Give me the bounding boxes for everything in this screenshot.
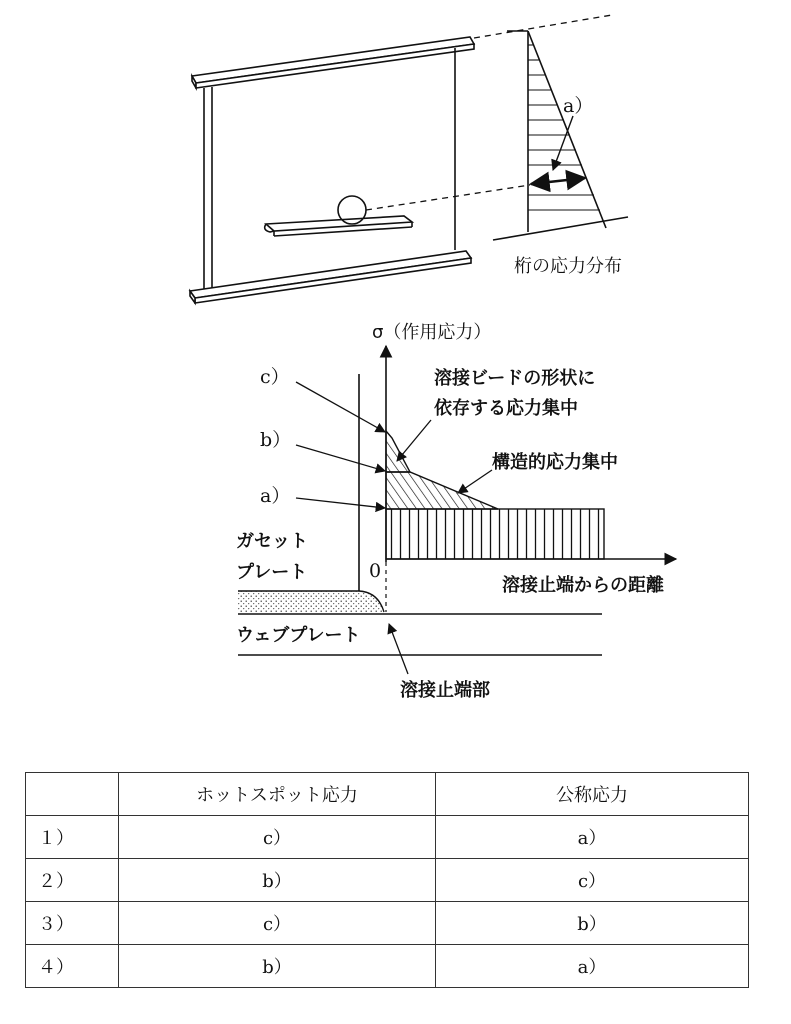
girder-drawing [190, 37, 474, 303]
header-nominal: 公称応力 [436, 773, 749, 816]
option-number: ３） [26, 902, 119, 945]
table-header-row [26, 773, 749, 816]
hotspot-cell: b） [119, 859, 436, 902]
table-row [26, 945, 749, 988]
header-hotspot: ホットスポット応力 [119, 773, 436, 816]
marker-b: b） [260, 429, 292, 451]
weld-bead [238, 591, 384, 612]
table-row [26, 816, 749, 859]
girder-caption: 桁の応力分布 [514, 256, 622, 277]
nominal-cell: b） [436, 902, 749, 945]
weld-toe-label: 溶接止端部 [400, 680, 490, 701]
bead-concentration-region [386, 431, 410, 472]
nominal-cell: a） [436, 816, 749, 859]
nominal-stress-region [386, 509, 604, 559]
gusset-label-2: プレート [236, 562, 308, 583]
top-flange [192, 37, 474, 83]
x-axis-label: 溶接止端からの距離 [502, 575, 664, 596]
origin-label: 0 [369, 560, 382, 582]
marker-c: c） [260, 366, 290, 388]
structural-stress-label: 構造的応力集中 [492, 452, 618, 473]
bead-stress-label-1: 溶接ビードの形状に [434, 368, 596, 389]
bottom-flange [190, 251, 471, 298]
table-row [26, 902, 749, 945]
answer-table [25, 772, 749, 988]
nominal-cell: a） [436, 945, 749, 988]
y-axis-label: σ（作用応力） [372, 322, 492, 343]
table-row [26, 859, 749, 902]
hotspot-cell: c） [119, 816, 436, 859]
marker-a: a） [260, 485, 291, 507]
header-blank [26, 773, 119, 816]
gusset-label-1: ガセット [236, 531, 308, 552]
hotspot-cell: c） [119, 902, 436, 945]
nominal-cell: c） [436, 859, 749, 902]
stress-double-arrow [531, 178, 585, 184]
stress-distribution [493, 31, 628, 240]
bead-stress-label-2: 依存する応力集中 [434, 398, 578, 419]
web-plate-label: ウェブプレート [236, 625, 361, 646]
option-number: ２） [26, 859, 119, 902]
option-number: １） [26, 816, 119, 859]
option-number: ４） [26, 945, 119, 988]
girder-marker-a: a） [563, 95, 594, 117]
hotspot-cell: b） [119, 945, 436, 988]
